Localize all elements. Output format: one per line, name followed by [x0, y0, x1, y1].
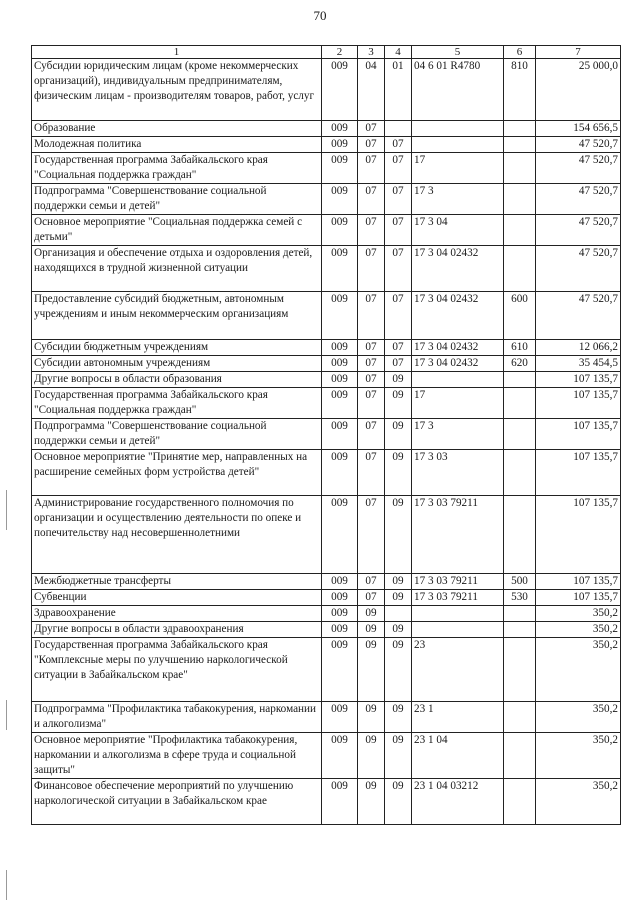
row-subsection: 07 [385, 292, 412, 340]
column-header-7: 7 [536, 46, 621, 59]
row-subsection: 09 [385, 450, 412, 496]
row-expense-type [504, 246, 536, 292]
row-subsection: 07 [385, 153, 412, 184]
row-description: Финансовое обеспечение мероприятий по улучшению наркологической ситуации в Забайкальском крае [32, 779, 322, 825]
scan-edge-mark [6, 490, 7, 530]
table-row [32, 622, 621, 638]
row-subsection: 09 [385, 779, 412, 825]
row-description: Субвенции [32, 590, 322, 606]
row-description: Основное мероприятие "Социальная поддержка семей с детьми" [32, 215, 322, 246]
table-row [32, 574, 621, 590]
row-description: Подпрограмма "Совершенствование социальной поддержки семьи и детей" [32, 184, 322, 215]
row-section: 07 [358, 184, 385, 215]
column-header-6: 6 [504, 46, 536, 59]
row-description: Субсидии юридическим лицам (кроме некоммерческих организаций), индивидуальным предпринимателям, физическим лицам - производителям товаров, работ, услуг [32, 59, 322, 121]
table-row [32, 496, 621, 574]
row-ministry-code: 009 [322, 215, 358, 246]
row-description: Администрирование государственного полномочия по организации и осуществлению деятельности по опеке и попечительству над несовершеннолетними [32, 496, 322, 574]
row-expense-type [504, 450, 536, 496]
row-target-article: 23 1 04 [412, 733, 504, 779]
table-row [32, 638, 621, 702]
row-amount: 107 135,7 [536, 450, 621, 496]
row-section: 07 [358, 372, 385, 388]
row-amount: 154 656,5 [536, 121, 621, 137]
row-subsection [385, 121, 412, 137]
row-amount: 350,2 [536, 702, 621, 733]
row-amount: 25 000,0 [536, 59, 621, 121]
row-section: 07 [358, 215, 385, 246]
row-subsection: 09 [385, 733, 412, 779]
row-target-article: 17 3 04 02432 [412, 292, 504, 340]
row-amount: 350,2 [536, 733, 621, 779]
row-description: Организация и обеспечение отдыха и оздоровления детей, находящихся в трудной жизненной ситуации [32, 246, 322, 292]
row-expense-type: 530 [504, 590, 536, 606]
row-target-article [412, 137, 504, 153]
row-target-article: 17 3 03 [412, 450, 504, 496]
row-amount: 35 454,5 [536, 356, 621, 372]
row-description: Субсидии бюджетным учреждениям [32, 340, 322, 356]
row-target-article: 23 [412, 638, 504, 702]
column-header-2: 2 [322, 46, 358, 59]
row-subsection: 07 [385, 246, 412, 292]
row-expense-type [504, 419, 536, 450]
row-expense-type [504, 638, 536, 702]
row-ministry-code: 009 [322, 372, 358, 388]
row-subsection: 09 [385, 638, 412, 702]
row-section: 07 [358, 356, 385, 372]
row-ministry-code: 009 [322, 638, 358, 702]
row-section: 07 [358, 153, 385, 184]
row-description: Образование [32, 121, 322, 137]
row-section: 07 [358, 574, 385, 590]
scan-edge-mark [6, 870, 7, 900]
row-expense-type: 610 [504, 340, 536, 356]
row-subsection: 07 [385, 184, 412, 215]
row-amount: 47 520,7 [536, 215, 621, 246]
row-amount: 47 520,7 [536, 292, 621, 340]
row-ministry-code: 009 [322, 121, 358, 137]
row-amount: 47 520,7 [536, 137, 621, 153]
row-section: 07 [358, 340, 385, 356]
row-description: Подпрограмма "Профилактика табакокурения, наркомании и алкоголизма" [32, 702, 322, 733]
table-row [32, 246, 621, 292]
row-description: Молодежная политика [32, 137, 322, 153]
row-subsection: 07 [385, 215, 412, 246]
row-amount: 350,2 [536, 622, 621, 638]
row-expense-type [504, 496, 536, 574]
row-amount: 47 520,7 [536, 246, 621, 292]
row-description: Государственная программа Забайкальского края "Социальная поддержка граждан" [32, 153, 322, 184]
row-section: 07 [358, 246, 385, 292]
row-ministry-code: 009 [322, 184, 358, 215]
row-ministry-code: 009 [322, 574, 358, 590]
table-row [32, 356, 621, 372]
row-ministry-code: 009 [322, 246, 358, 292]
column-header-3: 3 [358, 46, 385, 59]
row-section: 09 [358, 779, 385, 825]
row-target-article: 17 3 04 02432 [412, 246, 504, 292]
row-section: 09 [358, 638, 385, 702]
row-ministry-code: 009 [322, 137, 358, 153]
row-expense-type [504, 153, 536, 184]
row-expense-type [504, 779, 536, 825]
row-expense-type [504, 215, 536, 246]
row-expense-type: 810 [504, 59, 536, 121]
row-ministry-code: 009 [322, 292, 358, 340]
row-section: 07 [358, 496, 385, 574]
row-section: 07 [358, 137, 385, 153]
row-description: Предоставление субсидий бюджетным, автономным учреждениям и иным некоммерческим организациям [32, 292, 322, 340]
row-subsection: 09 [385, 419, 412, 450]
row-target-article: 17 3 04 02432 [412, 356, 504, 372]
row-section: 07 [358, 419, 385, 450]
row-description: Межбюджетные трансферты [32, 574, 322, 590]
row-ministry-code: 009 [322, 59, 358, 121]
row-amount: 47 520,7 [536, 153, 621, 184]
row-section: 09 [358, 622, 385, 638]
row-subsection: 09 [385, 590, 412, 606]
row-amount: 107 135,7 [536, 590, 621, 606]
row-ministry-code: 009 [322, 733, 358, 779]
row-description: Государственная программа Забайкальского края "Социальная поддержка граждан" [32, 388, 322, 419]
row-target-article: 17 [412, 388, 504, 419]
row-target-article: 04 6 01 R4780 [412, 59, 504, 121]
row-ministry-code: 009 [322, 702, 358, 733]
row-expense-type [504, 388, 536, 419]
row-expense-type: 500 [504, 574, 536, 590]
row-target-article: 17 3 03 79211 [412, 590, 504, 606]
row-section: 07 [358, 388, 385, 419]
row-section: 07 [358, 590, 385, 606]
row-section: 07 [358, 450, 385, 496]
row-ministry-code: 009 [322, 419, 358, 450]
row-section: 07 [358, 121, 385, 137]
row-description: Государственная программа Забайкальского края "Комплексные меры по улучшению наркологической ситуации в Забайкальском крае" [32, 638, 322, 702]
row-amount: 107 135,7 [536, 419, 621, 450]
row-ministry-code: 009 [322, 622, 358, 638]
row-ministry-code: 009 [322, 779, 358, 825]
row-expense-type [504, 372, 536, 388]
table-row [32, 292, 621, 340]
row-subsection: 09 [385, 622, 412, 638]
row-target-article: 17 3 03 79211 [412, 574, 504, 590]
row-description: Основное мероприятие "Профилактика табакокурения, наркомании и алкоголизма в сфере труда и социальной защиты" [32, 733, 322, 779]
row-amount: 107 135,7 [536, 574, 621, 590]
row-ministry-code: 009 [322, 153, 358, 184]
row-description: Подпрограмма "Совершенствование социальной поддержки семьи и детей" [32, 419, 322, 450]
row-amount: 47 520,7 [536, 184, 621, 215]
table-row [32, 606, 621, 622]
row-ministry-code: 009 [322, 606, 358, 622]
table-row [32, 779, 621, 825]
budget-table [31, 45, 621, 825]
page-number: 70 [313, 8, 327, 23]
row-expense-type: 620 [504, 356, 536, 372]
row-target-article: 17 [412, 153, 504, 184]
row-expense-type: 600 [504, 292, 536, 340]
row-subsection: 07 [385, 137, 412, 153]
row-ministry-code: 009 [322, 388, 358, 419]
row-target-article: 17 3 04 02432 [412, 340, 504, 356]
row-section: 04 [358, 59, 385, 121]
row-expense-type [504, 121, 536, 137]
row-target-article: 17 3 [412, 184, 504, 215]
row-expense-type [504, 702, 536, 733]
table-row [32, 215, 621, 246]
row-target-article: 23 1 [412, 702, 504, 733]
row-amount: 12 066,2 [536, 340, 621, 356]
row-subsection: 07 [385, 340, 412, 356]
row-expense-type [504, 184, 536, 215]
row-expense-type [504, 606, 536, 622]
row-amount: 350,2 [536, 606, 621, 622]
column-header-1: 1 [32, 46, 322, 59]
row-subsection: 09 [385, 702, 412, 733]
table-row [32, 137, 621, 153]
row-target-article [412, 121, 504, 137]
row-description: Другие вопросы в области образования [32, 372, 322, 388]
row-description: Основное мероприятие "Принятие мер, направленных на расширение семейных форм устройства детей" [32, 450, 322, 496]
row-ministry-code: 009 [322, 590, 358, 606]
row-ministry-code: 009 [322, 340, 358, 356]
row-section: 09 [358, 733, 385, 779]
row-expense-type [504, 622, 536, 638]
table-row [32, 340, 621, 356]
row-subsection [385, 606, 412, 622]
row-amount: 107 135,7 [536, 372, 621, 388]
row-target-article: 23 1 04 03212 [412, 779, 504, 825]
table-row [32, 590, 621, 606]
row-subsection: 09 [385, 496, 412, 574]
row-target-article [412, 606, 504, 622]
row-amount: 350,2 [536, 779, 621, 825]
table-row [32, 388, 621, 419]
row-target-article: 17 3 03 79211 [412, 496, 504, 574]
row-section: 07 [358, 292, 385, 340]
row-subsection: 09 [385, 372, 412, 388]
row-target-article [412, 622, 504, 638]
row-amount: 107 135,7 [536, 496, 621, 574]
row-ministry-code: 009 [322, 450, 358, 496]
row-expense-type [504, 137, 536, 153]
row-target-article: 17 3 [412, 419, 504, 450]
row-subsection: 09 [385, 574, 412, 590]
column-header-5: 5 [412, 46, 504, 59]
row-subsection: 07 [385, 356, 412, 372]
column-header-4: 4 [385, 46, 412, 59]
row-subsection: 09 [385, 388, 412, 419]
row-expense-type [504, 733, 536, 779]
header-row [32, 46, 621, 59]
table-row [32, 372, 621, 388]
table-row [32, 121, 621, 137]
row-target-article [412, 372, 504, 388]
row-description: Другие вопросы в области здравоохранения [32, 622, 322, 638]
row-subsection: 01 [385, 59, 412, 121]
row-description: Здравоохранение [32, 606, 322, 622]
row-amount: 350,2 [536, 638, 621, 702]
row-section: 09 [358, 606, 385, 622]
row-ministry-code: 009 [322, 496, 358, 574]
table-row [32, 702, 621, 733]
row-amount: 107 135,7 [536, 388, 621, 419]
table-row [32, 733, 621, 779]
table-row [32, 450, 621, 496]
row-target-article: 17 3 04 [412, 215, 504, 246]
table-row [32, 419, 621, 450]
row-ministry-code: 009 [322, 356, 358, 372]
table-row [32, 153, 621, 184]
table-row [32, 184, 621, 215]
row-section: 09 [358, 702, 385, 733]
row-description: Субсидии автономным учреждениям [32, 356, 322, 372]
table-row [32, 59, 621, 121]
scan-edge-mark [6, 700, 7, 730]
